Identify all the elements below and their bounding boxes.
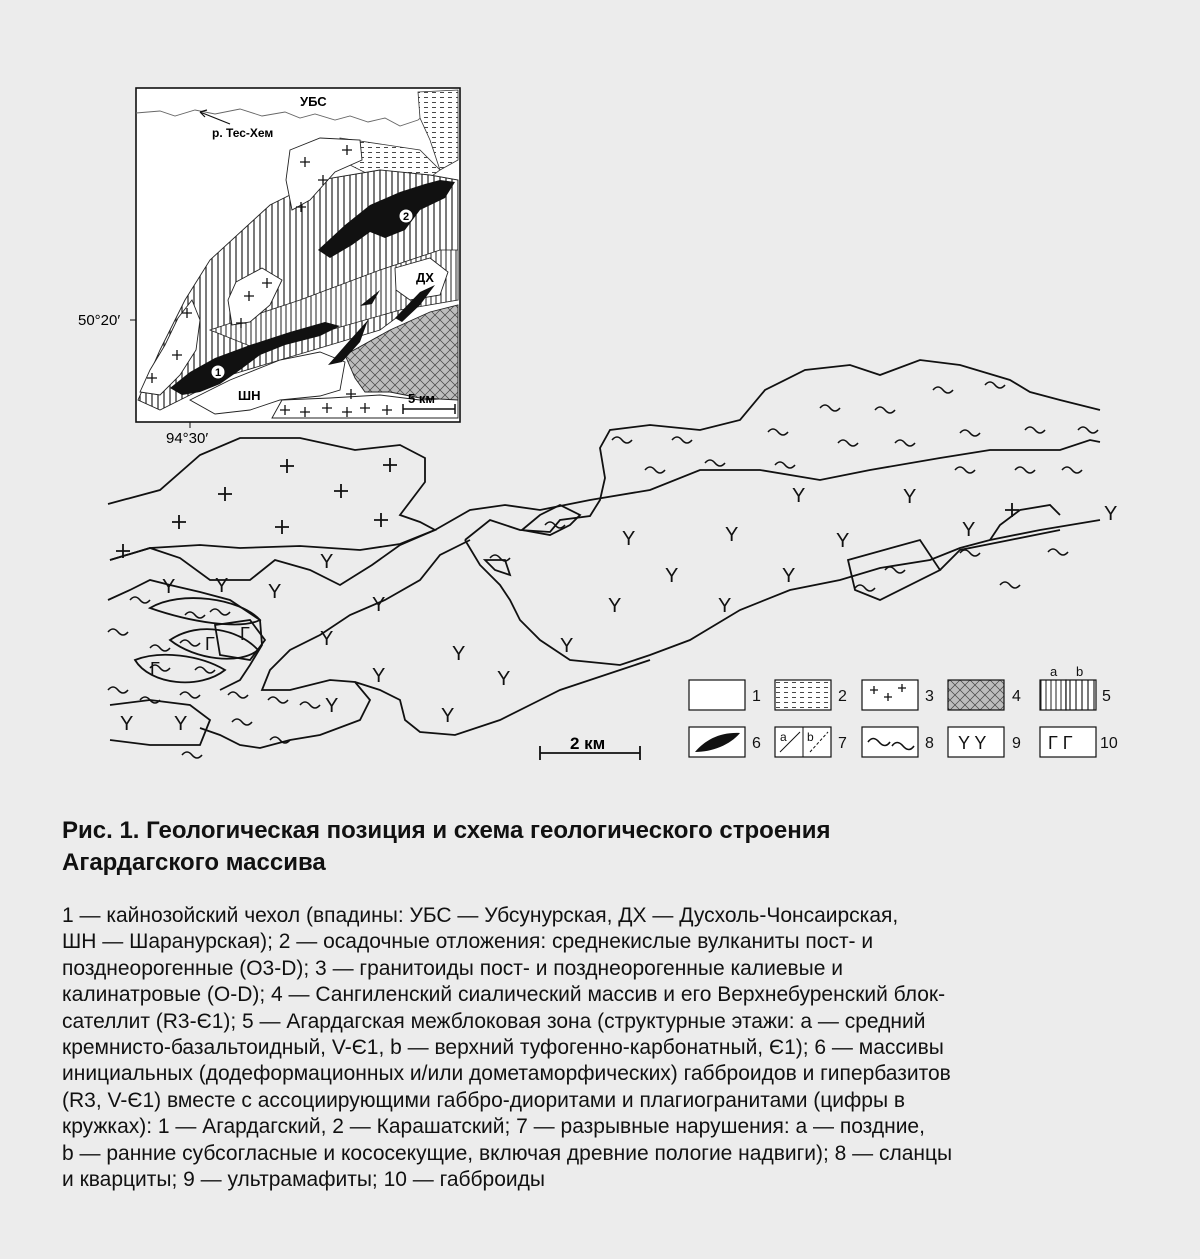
svg-text:Y: Y [320, 551, 334, 573]
label-dh: ДХ [416, 270, 434, 285]
svg-text:Y: Y [441, 705, 455, 727]
legend-symbol-9: Y Y [958, 733, 987, 753]
caption-line: кремнисто-базальтоидный, V-Є1, b — верхний туфогенно-карбонатный, Є1); 6 — массивы [62, 1036, 944, 1060]
svg-text:Y: Y [903, 486, 917, 508]
legend-num-2: 2 [838, 688, 847, 705]
svg-text:Y: Y [782, 565, 796, 587]
legend-num-6: 6 [752, 735, 761, 752]
svg-text:Y: Y [962, 519, 976, 541]
svg-text:Г: Г [150, 659, 160, 679]
svg-text:Y: Y [320, 628, 334, 650]
svg-text:Y: Y [725, 524, 739, 546]
svg-text:Y: Y [162, 576, 176, 598]
legend [689, 664, 1118, 757]
legend-sub-7b: b [807, 730, 814, 744]
label-shn: ШН [238, 388, 261, 403]
caption-line: и кварциты; 9 — ультрамафиты; 10 — габброиды [62, 1168, 545, 1192]
svg-text:Y: Y [372, 665, 386, 687]
legend-num-1: 1 [752, 688, 761, 705]
legend-num-3: 3 [925, 688, 934, 705]
legend-sub-5b: b [1076, 664, 1084, 679]
svg-text:Г: Г [205, 634, 215, 654]
caption-line: позднеорогенные (О3-D); 3 — гранитоиды пост- и позднеорогенные калиевые и [62, 956, 843, 980]
svg-text:Г: Г [240, 624, 250, 644]
granite-body [108, 438, 435, 560]
inset-scale-label: 5 км [408, 391, 435, 406]
label-ubs: УБС [300, 94, 327, 109]
caption-line: ШН — Шаранурская); 2 — осадочные отложения: среднекислые вулканиты пост- и [62, 930, 874, 954]
label-river: р. Тес-Хем [212, 126, 274, 140]
legend-num-10: 10 [1100, 735, 1118, 752]
svg-text:Y: Y [372, 594, 386, 616]
svg-text:Y: Y [560, 635, 574, 657]
legend-num-7: 7 [838, 735, 847, 752]
svg-text:Y: Y [268, 581, 282, 603]
svg-text:Y: Y [215, 575, 229, 597]
caption-line: калинатровые (О-D); 4 — Сангиленский сиалический массив и его Верхнебуренский блок- [62, 983, 946, 1007]
caption-line: (R3, V-Є1) вместе с ассоциирующими габбро-диоритами и плагиогранитами (цифры в [62, 1088, 906, 1112]
svg-text:Y: Y [120, 713, 134, 735]
svg-text:Y: Y [718, 595, 732, 617]
legend-num-4: 4 [1012, 688, 1021, 705]
caption-title-line-2: Агардагского массива [62, 849, 326, 876]
caption-line: b — ранние субсогласные и кососекущие, включая древние пологие надвиги); 8 — сланцы [62, 1141, 953, 1165]
svg-text:Y: Y [497, 668, 511, 690]
lat-label: 50°20′ [78, 312, 121, 329]
massif-number-2: 2 [402, 211, 410, 223]
legend-sub-5a: a [1050, 664, 1058, 679]
caption-title-line-1: Рис. 1. Геологическая позиция и схема геологического строения [62, 817, 831, 844]
legend-num-5: 5 [1102, 688, 1111, 705]
legend-num-8: 8 [925, 735, 934, 752]
svg-text:Y: Y [665, 565, 679, 587]
caption-line: 1 — кайнозойский чехол (впадины: УБС — Убсунурская, ДХ — Дусхоль-Чонсаирская, [62, 904, 899, 927]
legend-symbol-10: Г Г [1048, 733, 1073, 753]
inset-map [78, 88, 460, 447]
caption-line: инициальных (додеформационных и/или дометаморфических) габброидов и гипербазитов [62, 1062, 951, 1086]
legend-num-9: 9 [1012, 735, 1021, 752]
massif-number-1: 1 [214, 367, 222, 379]
svg-text:Y: Y [325, 695, 339, 717]
svg-text:Y: Y [622, 528, 636, 550]
svg-text:Y: Y [452, 643, 466, 665]
svg-text:Y: Y [1104, 503, 1118, 525]
ultramafite-body [110, 440, 1100, 585]
main-scale-label: 2 км [570, 734, 606, 753]
caption-line: кружках): 1 — Агардагский, 2 — Карашатский; 7 — разрывные нарушения: а — поздние, [62, 1115, 925, 1139]
svg-text:Y: Y [174, 713, 188, 735]
lon-label: 94°30′ [166, 430, 209, 447]
svg-text:Y: Y [836, 530, 850, 552]
caption-line: сателлит (R3-Є1); 5 — Агардагская межблоковая зона (структурные этажи: а — средний [62, 1009, 926, 1033]
legend-sub-7a: a [780, 730, 787, 744]
main-scale-bar [540, 734, 640, 760]
svg-text:Y: Y [608, 595, 622, 617]
svg-text:Y: Y [792, 485, 806, 507]
caption-title [62, 815, 1162, 879]
caption-legend-text [62, 903, 1152, 1193]
